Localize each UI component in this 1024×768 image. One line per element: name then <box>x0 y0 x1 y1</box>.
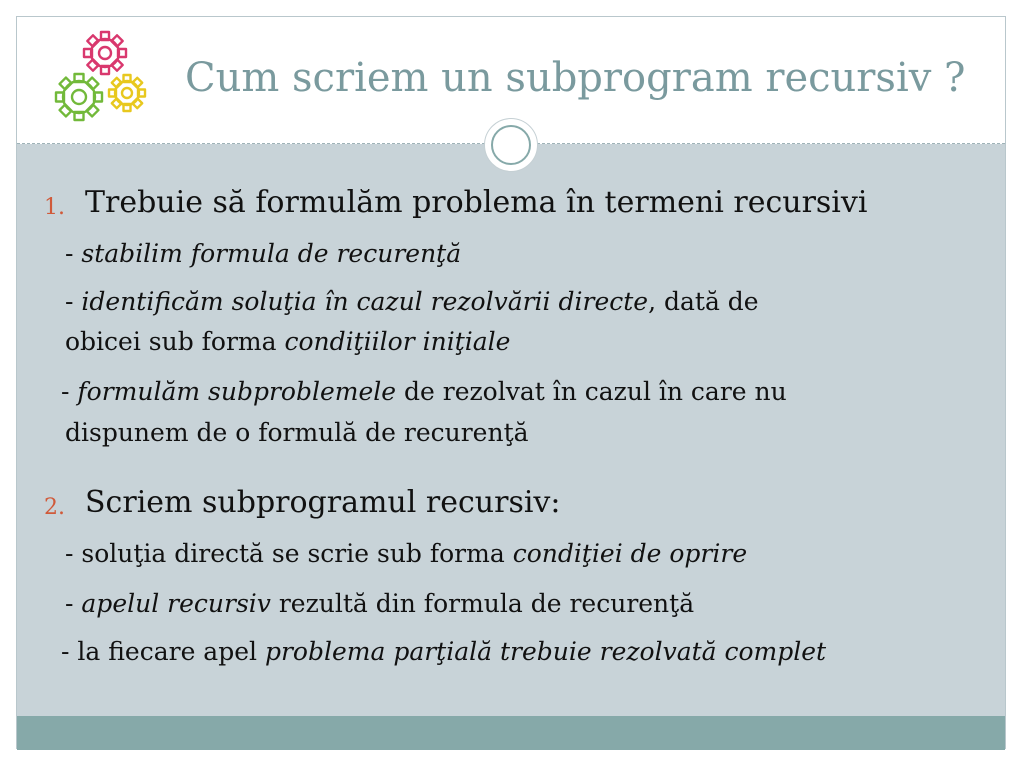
list-item: - la fiecare apel problema parţială trebuie rezolvată complet <box>61 637 827 666</box>
section-number: 1. <box>44 195 65 220</box>
list-item-continuation: obicei sub forma condiţiilor iniţiale <box>65 327 511 356</box>
slide <box>16 16 1006 749</box>
slide-title: Cum scriem un subprogram recursiv ? <box>185 55 966 101</box>
list-item: - formulăm subproblemele de rezolvat în cazul în care nu <box>61 377 787 406</box>
list-item: - identificăm soluţia în cazul rezolvării directe, dată de <box>65 287 759 316</box>
list-item: - soluţia directă se scrie sub forma condiţiei de oprire <box>65 539 748 568</box>
list-item: - apelul recursiv rezultă din formula de recurenţă <box>65 589 695 618</box>
section-heading: Scriem subprogramul recursiv: <box>85 485 561 520</box>
section-heading: Trebuie să formulăm problema în termeni recursivi <box>85 185 868 220</box>
section-number: 2. <box>44 495 65 520</box>
list-item: - stabilim formula de recurenţă <box>65 239 462 268</box>
list-item-continuation: dispunem de o formulă de recurenţă <box>65 418 529 447</box>
slide-content <box>17 17 1005 748</box>
